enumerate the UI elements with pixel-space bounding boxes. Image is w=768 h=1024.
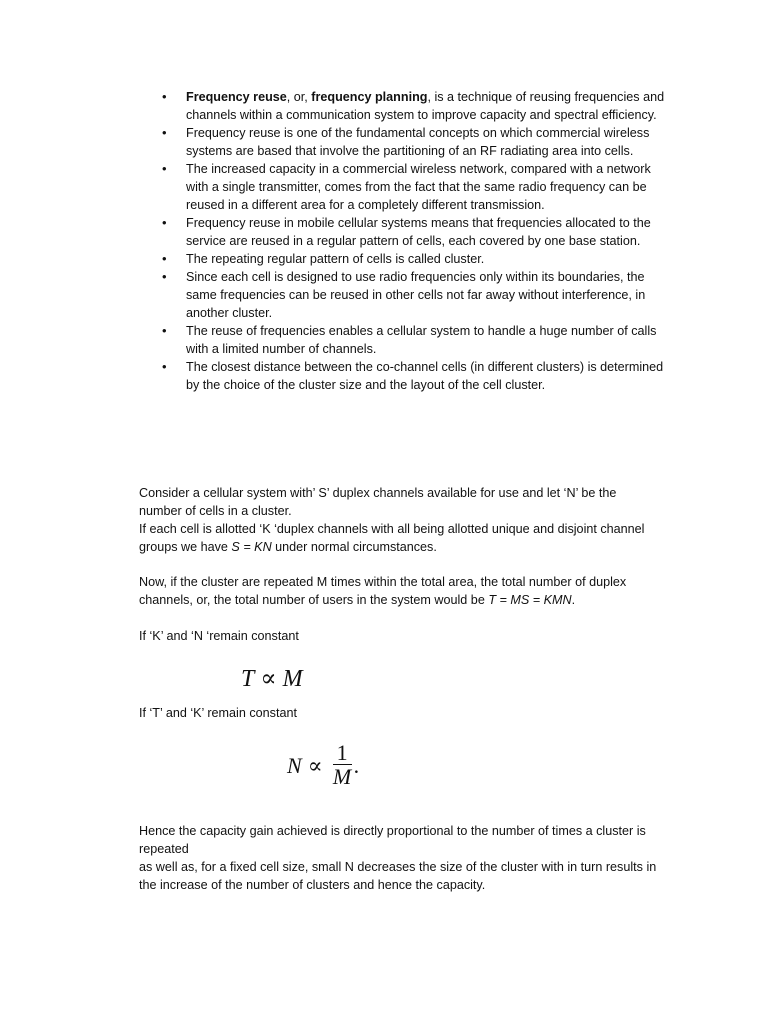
bullet-item: • The reuse of frequencies enables a cellular system to handle a huge number of calls with a limited number of channels. — [186, 322, 676, 358]
bold-term: frequency planning — [311, 90, 428, 104]
bullet-list — [186, 88, 676, 394]
bold-term: Frequency reuse — [186, 90, 287, 104]
paragraph-conclusion: Hence the capacity gain achieved is directly proportional to the number of times a cluster is repeated as well as, for a fixed cell size, small N decreases the size of the cluster with in turn results in the increase of the number of clusters and hence the capacity. — [139, 824, 657, 892]
condition-k-n-constant: If ‘K’ and ‘N ‘remain constant — [139, 629, 299, 643]
equation-t-proportional-m: T ∝ M — [241, 666, 303, 692]
paragraph-system-definition: Consider a cellular system with’ S’ duplex channels available for use and let ‘N’ be the number of cells in a cluster. If each cell is allotted ‘K ‘duplex channels with all being allotted unique and disjoint channel groups we have S = KN under normal circumstances. — [139, 486, 645, 554]
bullet-item: • Frequency reuse in mobile cellular systems means that frequencies allocated to the service are reused in a regular pattern of cells, each covered by one base station. — [186, 214, 676, 250]
equation-n-proportional-inverse-m: N ∝ $\frac{1}{M}$ . — [287, 740, 360, 789]
bullet-item: • The increased capacity in a commercial wireless network, compared with a network with a single transmitter, comes from the fact that the same radio frequency can be reused in a different area for a completely different transmission. — [186, 160, 676, 214]
condition-t-k-constant: If ‘T’ and ‘K’ remain constant — [139, 706, 297, 720]
fraction: $\frac{1}{M}$ — [332, 740, 352, 789]
bullet-item: • Since each cell is designed to use radio frequencies only within its boundaries, the same frequencies can be reused in other cells not far away without interference, in another cluster. — [186, 268, 676, 322]
bullet-item: • The closest distance between the co-channel cells (in different clusters) is determined by the choice of the cluster size and the layout of the cell cluster. — [186, 358, 676, 394]
bullet-item: • The repeating regular pattern of cells is called cluster. — [186, 250, 676, 268]
bullet-item: • Frequency reuse is one of the fundamental concepts on which commercial wireless systems are based that involve the partitioning of an RF radiating area into cells. — [186, 124, 676, 160]
inline-equation: S = KN — [231, 540, 272, 554]
inline-equation: T = MS = KMN — [488, 593, 572, 607]
paragraph-total-channels: Now, if the cluster are repeated M times within the total area, the total number of duplex channels, or, the total number of users in the system would be T = MS = KMN. — [139, 575, 627, 607]
bullet-item: • Frequency reuse, or, frequency planning, is a technique of reusing frequencies and channels within a communication system to improve capacity and spectral efficiency. — [186, 88, 676, 124]
